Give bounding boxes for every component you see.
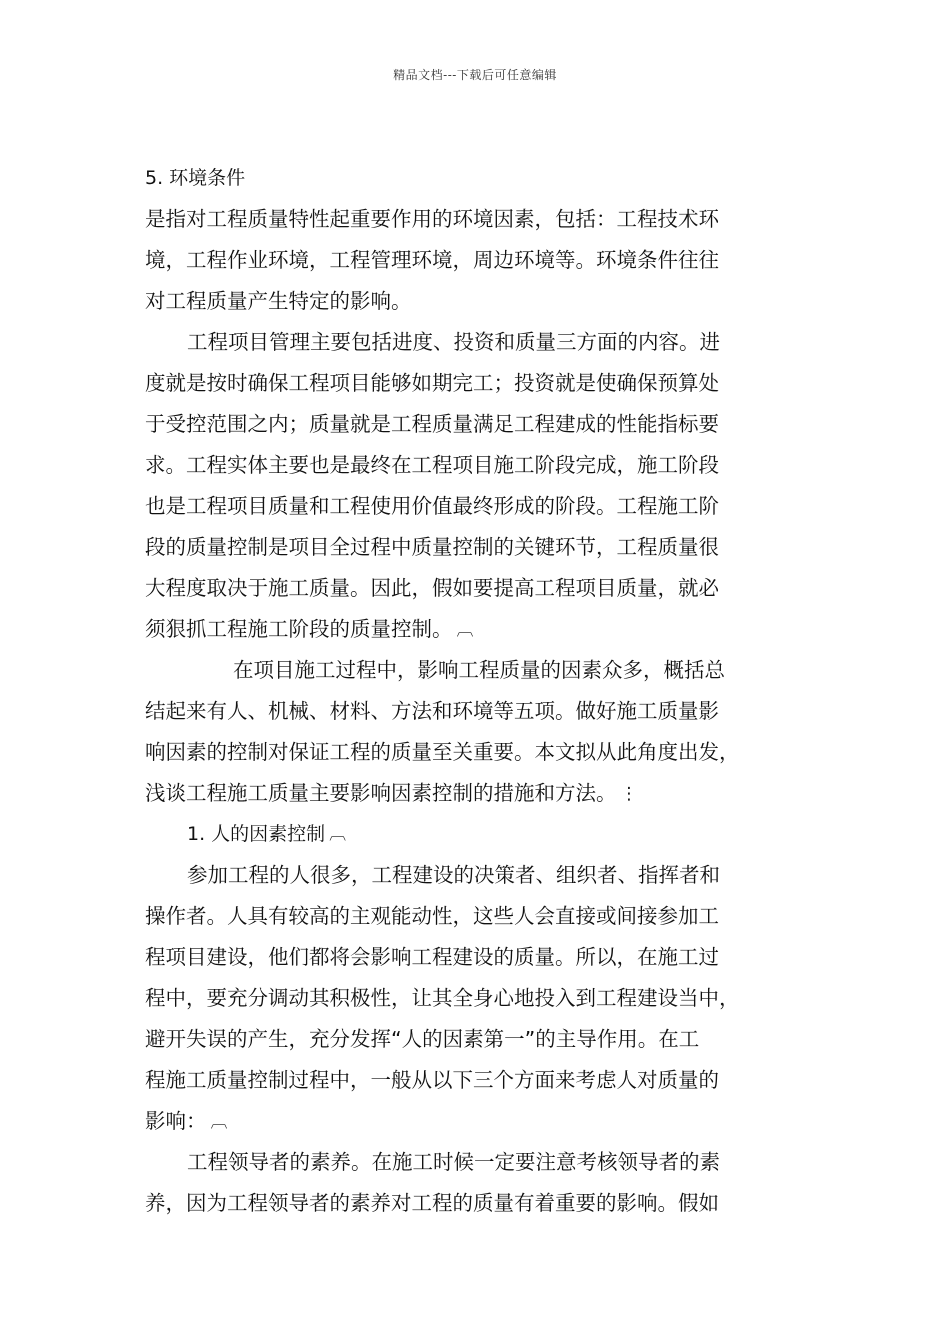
text-line: 求。工程实体主要也是最终在工程项目施工阶段完成，施工阶段 (145, 453, 719, 477)
document-body (145, 158, 773, 1224)
page-header: 精品文档---下载后可任意编辑 (393, 68, 557, 82)
text-line: 程施工质量控制过程中，一般从以下三个方面来考虑人对质量的 (145, 1068, 719, 1092)
text-line: 参加工程的人很多，工程建设的决策者、组织者、指挥者和 (187, 863, 720, 887)
text-line: 响因素的控制对保证工程的质量至关重要。本文拟从此角度出发， (145, 740, 740, 764)
text-line: 程中，要充分调动其积极性，让其全身心地投入到工程建设当中， (145, 986, 740, 1010)
colon-mark: ⋮ (620, 784, 638, 804)
text-line: 工程领导者的素养。在施工时候一定要注意考核领导者的素 (187, 1150, 720, 1174)
text-line: 大程度取决于施工质量。因此，假如要提高工程项目质量，就必 (145, 576, 719, 600)
text-line-with-mark (145, 773, 773, 814)
text-line: 境，工程作业环境，工程管理环境，周边环境等。环境条件往往 (145, 248, 719, 272)
text-line: 程项目建设，他们都将会影响工程建设的质量。所以，在施工过 (145, 945, 719, 969)
text-line: 工程项目管理主要包括进度、投资和质量三方面的内容。进 (187, 330, 720, 354)
corner-mark: ︹ (210, 1112, 228, 1132)
text-line: 养，因为工程领导者的素养对工程的质量有着重要的影响。假如 (145, 1191, 719, 1215)
section-heading-text: 1. 人的因素控制 (187, 823, 326, 845)
text-line: 对工程质量产生特定的影响。 (145, 289, 412, 313)
text-line: 结起来有人、机械、材料、方法和环境等五项。做好施工质量影 (145, 699, 719, 723)
section-heading-environment: 5. 环境条件 (145, 167, 246, 189)
corner-mark: ︹ (329, 824, 347, 844)
text-line: 段的质量控制是项目全过程中质量控制的关键环节，工程质量很 (145, 535, 719, 559)
text-line: 操作者。人具有较高的主观能动性，这些人会直接或间接参加工 (145, 904, 719, 928)
text-line-text: 须狠抓工程施工阶段的质量控制。 (145, 617, 453, 641)
corner-mark: ︹ (456, 620, 474, 640)
text-line-with-mark (145, 1101, 773, 1142)
text-line: 于受控范围之内；质量就是工程质量满足工程建成的性能指标要 (145, 412, 719, 436)
text-line: 度就是按时确保工程项目能够如期完工；投资就是使确保预算处 (145, 371, 719, 395)
text-line: 是指对工程质量特性起重要作用的环境因素，包括：工程技术环 (145, 207, 719, 231)
text-line: 在项目施工过程中，影响工程质量的因素众多，概括总 (233, 658, 725, 682)
section-heading-human-factor (145, 814, 773, 855)
text-line: 避开失误的产生，充分发挥“人的因素第一”的主导作用。在工 (145, 1027, 700, 1051)
text-line: 也是工程项目质量和工程使用价值最终形成的阶段。工程施工阶 (145, 494, 719, 518)
text-line-text: 影响： (145, 1109, 207, 1133)
text-line-with-mark (145, 609, 773, 650)
text-line-text: 浅谈工程施工质量主要影响因素控制的措施和方法。 (145, 781, 617, 805)
